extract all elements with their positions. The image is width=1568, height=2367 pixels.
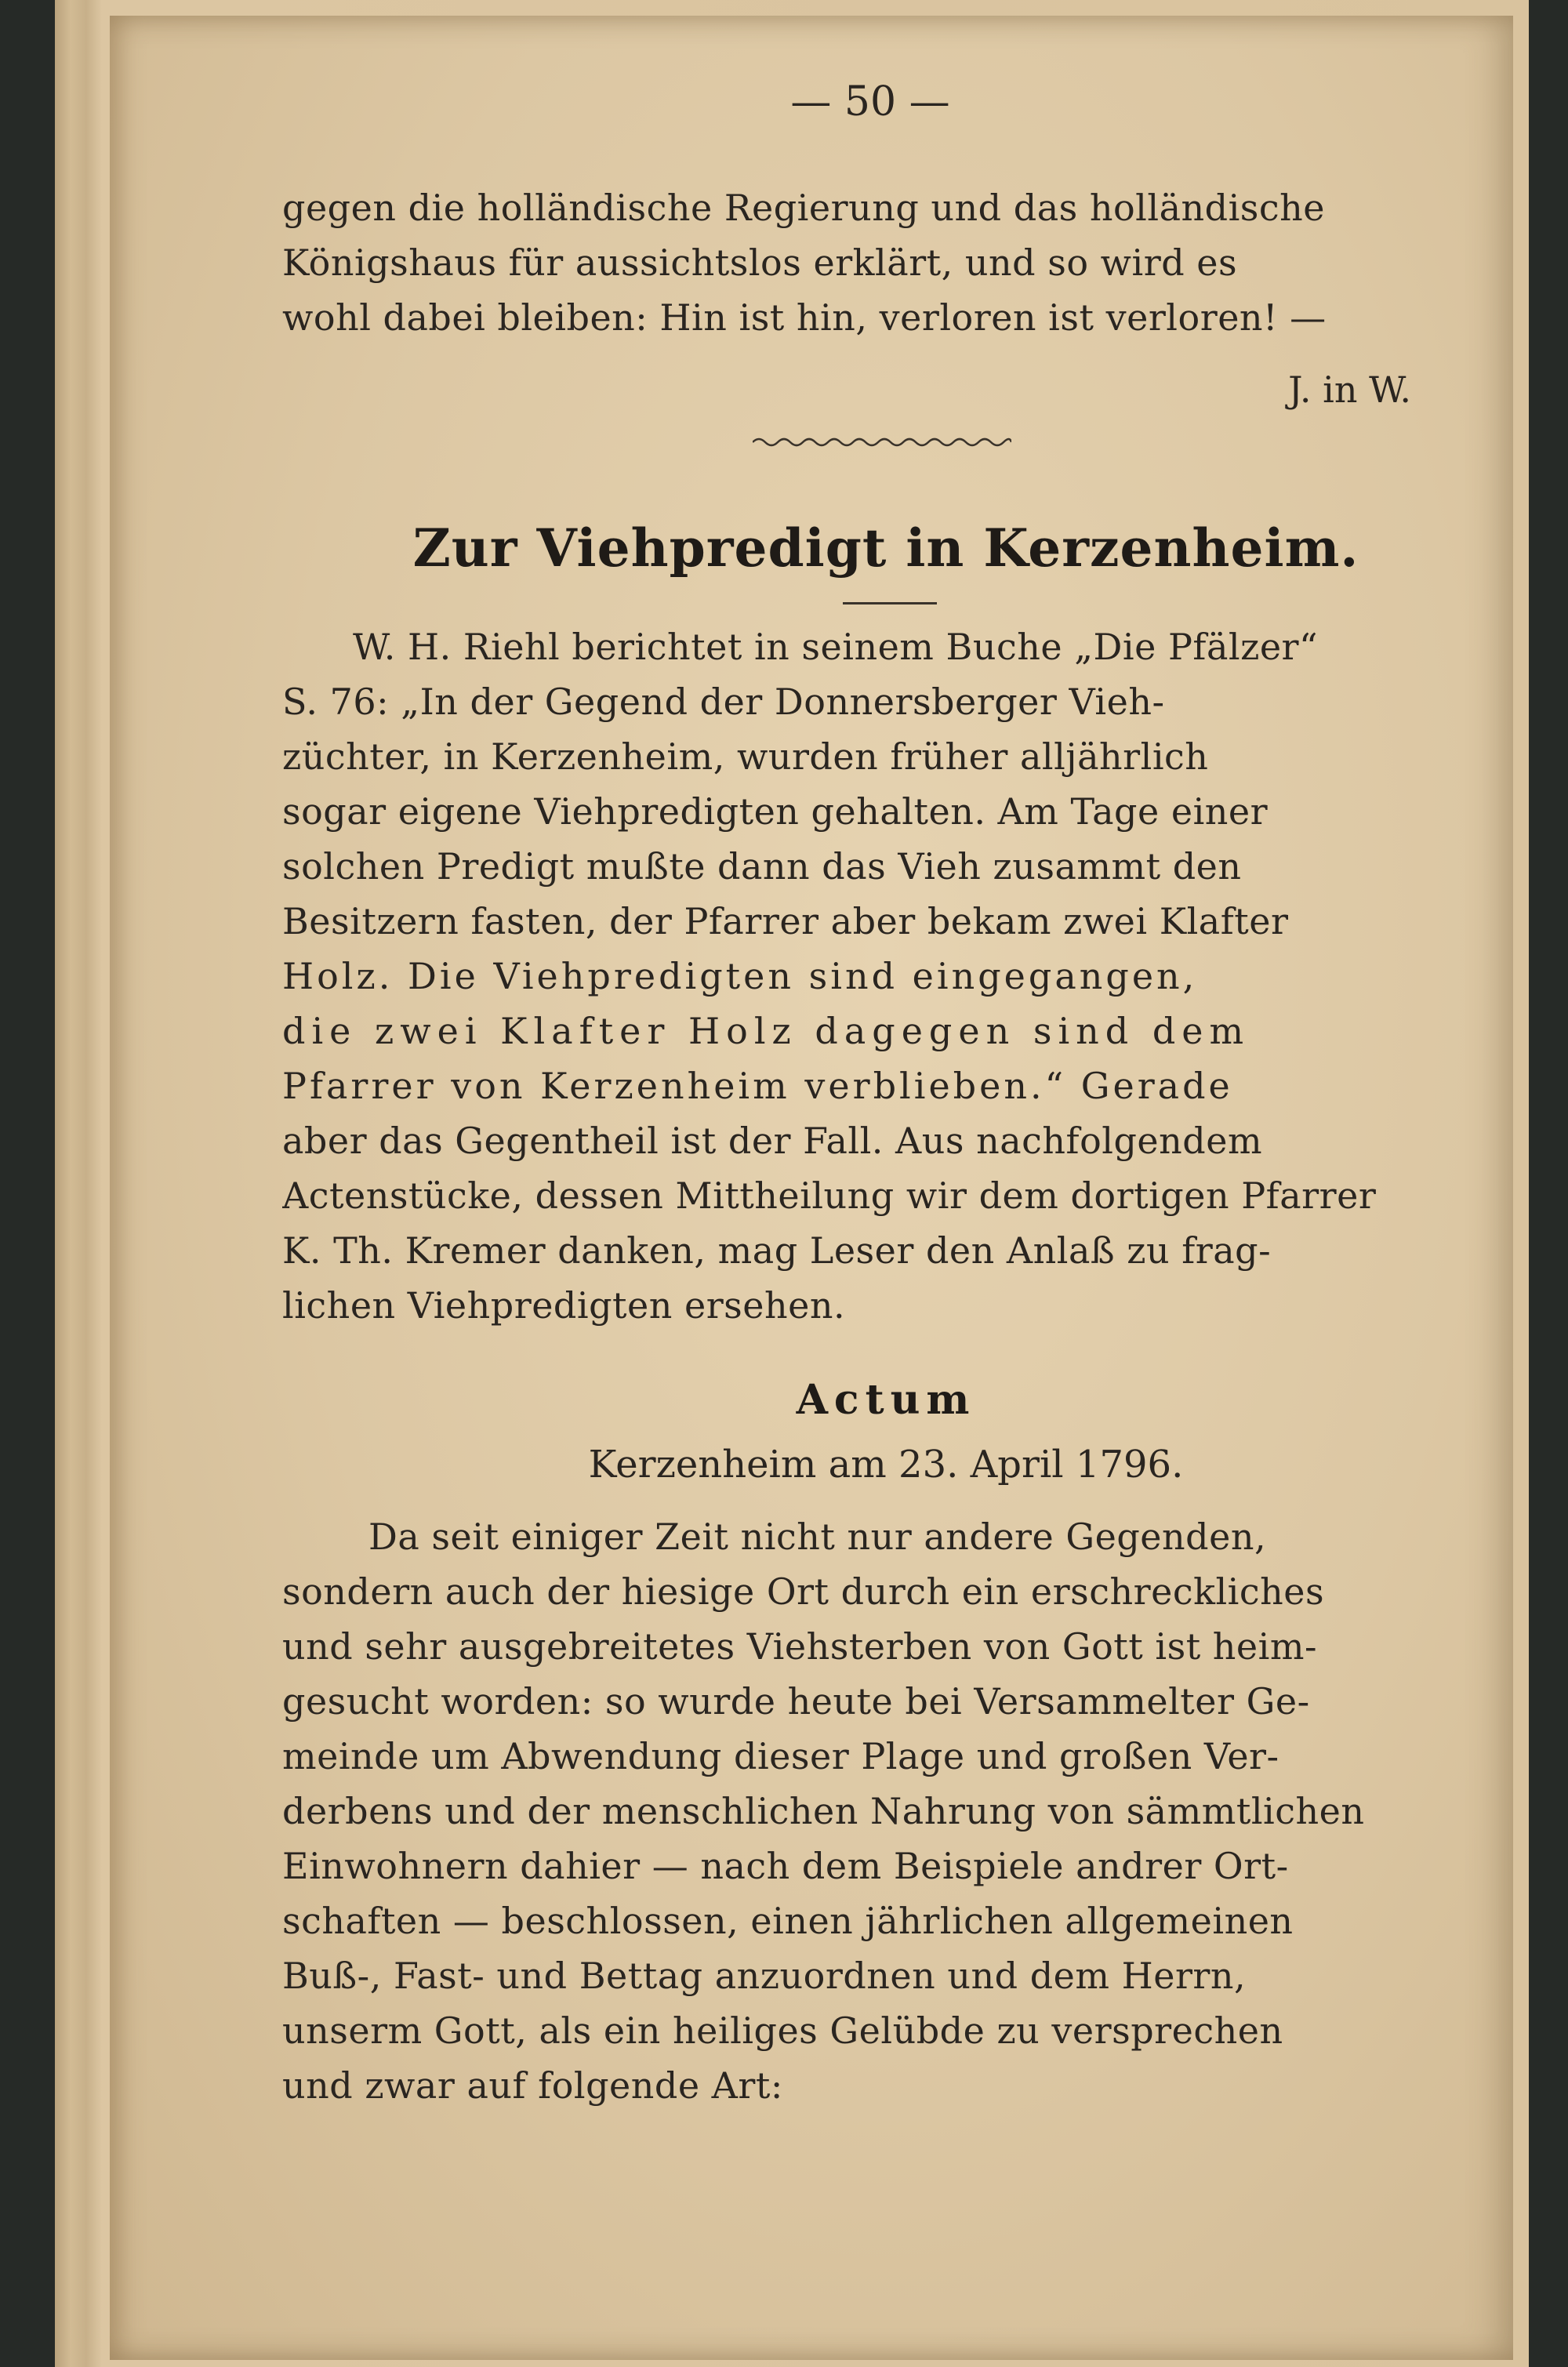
text-line: Da seit einiger Zeit nicht nur andere Gegenden,: [368, 1516, 1267, 1558]
article-paragraph: [282, 619, 1490, 1333]
page-number: — 50 —: [790, 78, 950, 125]
text-line: [282, 180, 1490, 235]
text-line: Actenstücke, dessen Mittheilung wir dem dortigen Pfarrer: [282, 1174, 1377, 1217]
text-line: Pfarrer von Kerzenheim verblieben.“ Gerade: [282, 1065, 1233, 1107]
intro-signature: J. in W.: [1288, 368, 1411, 411]
text-line: derbens und der menschlichen Nahrung von sämmtlichen: [282, 1790, 1365, 1832]
text-line: sondern auch der hiesige Ort durch ein erschreckliches: [282, 1570, 1325, 1613]
text-line: und zwar auf folgende Art:: [282, 2064, 783, 2107]
actum-title: Actum: [796, 1376, 976, 1424]
text-line: [282, 235, 1490, 290]
text-line-content: Königshaus für aussichtslos erklärt, und so wird es: [282, 241, 1238, 284]
text-line-content: wohl dabei bleiben: Hin ist hin, verloren ist verloren! —: [282, 296, 1327, 339]
text-line: solchen Predigt mußte dann das Vieh zusammt den: [282, 845, 1242, 888]
article-heading: Zur Viehpredigt in Kerzenheim.: [412, 517, 1359, 579]
text-line: züchter, in Kerzenheim, wurden früher alljährlich: [282, 735, 1209, 778]
actum-paragraph: [282, 1509, 1490, 2113]
text-line: W. H. Riehl berichtet in seinem Buche „Die Pfälzer“: [353, 626, 1319, 668]
text-line: aber das Gegentheil ist der Fall. Aus nachfolgendem: [282, 1120, 1263, 1162]
text-line: die zwei Klafter Holz dagegen sind dem: [282, 1010, 1250, 1052]
text-line: und sehr ausgebreitetes Viehsterben von Gott ist heim-: [282, 1625, 1318, 1668]
text-line: sogar eigene Viehpredigten gehalten. Am Tage einer: [282, 790, 1269, 833]
heading-rule: [843, 602, 937, 604]
text-line: K. Th. Kremer danken, mag Leser den Anlaß zu frag-: [282, 1229, 1272, 1272]
text-line: Besitzern fasten, der Pfarrer aber bekam zwei Klafter: [282, 900, 1289, 942]
text-line: lichen Viehpredigten ersehen.: [282, 1284, 846, 1327]
text-line: S. 76: „In der Gegend der Donnersberger Vieh-: [282, 681, 1165, 723]
actum-dateline: Kerzenheim am 23. April 1796.: [588, 1443, 1184, 1487]
text-line: gesucht worden: so wurde heute bei Versammelter Ge-: [282, 1680, 1310, 1723]
text-line: Einwohnern dahier — nach dem Beispiele andrer Ort-: [282, 1845, 1289, 1887]
text-line: [282, 290, 1490, 345]
intro-paragraph: [282, 180, 1490, 345]
wavy-ornament-divider: [753, 433, 1011, 452]
text-line: meinde um Abwendung dieser Plage und großen Ver-: [282, 1735, 1279, 1777]
text-line: schaften — beschlossen, einen jährlichen allgemeinen: [282, 1900, 1294, 1942]
text-line: unserm Gott, als ein heiliges Gelübde zu versprechen: [282, 2009, 1283, 2052]
text-line: Buß-, Fast- und Bettag anzuordnen und dem Herrn,: [282, 1955, 1247, 1997]
text-line-content: gegen die holländische Regierung und das holländische: [282, 187, 1326, 229]
text-line: Holz. Die Viehpredigten sind eingegangen,: [282, 955, 1198, 997]
